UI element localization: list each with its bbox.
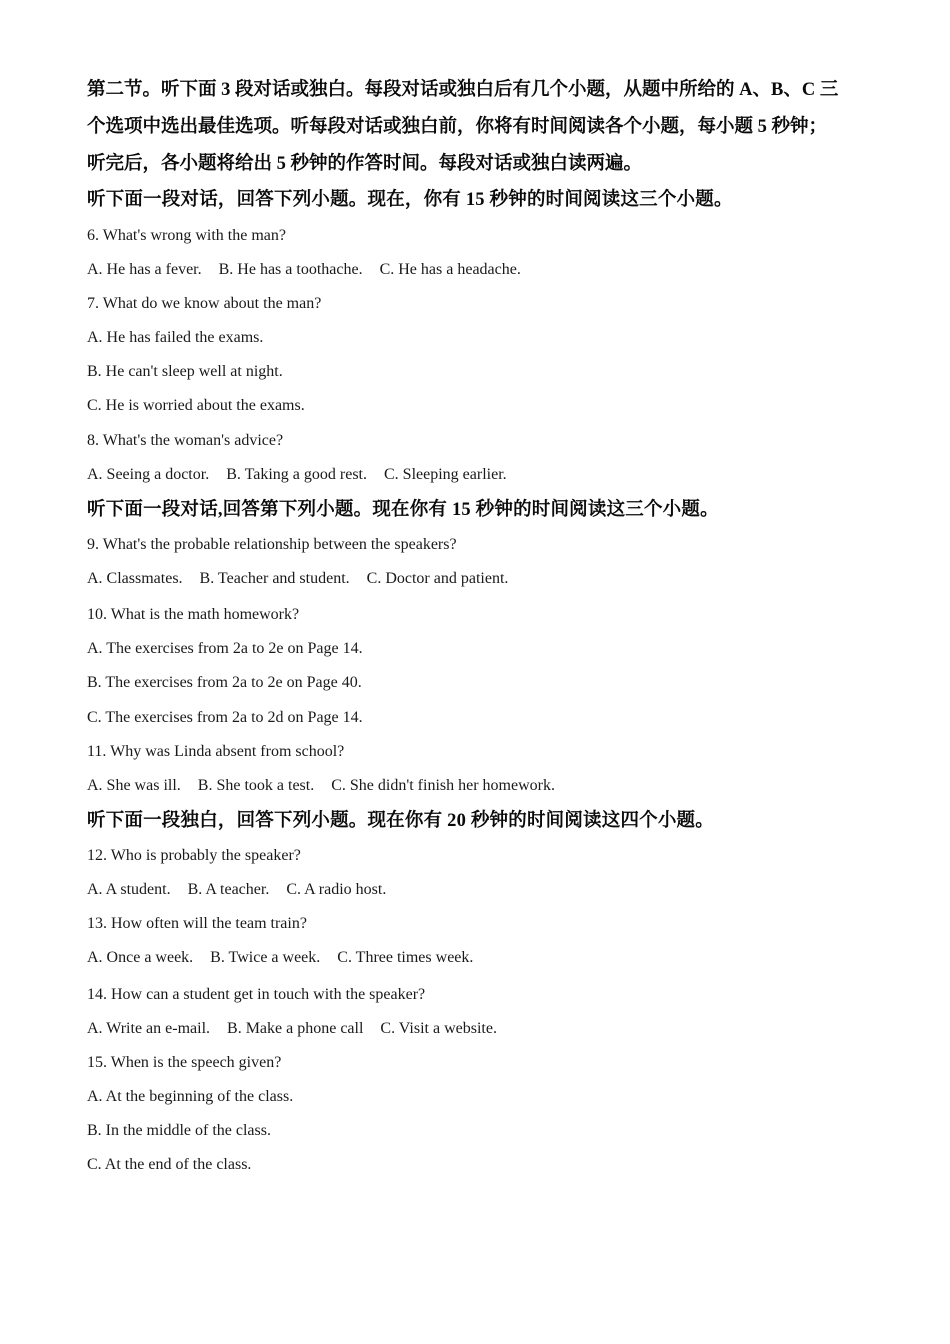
question-8-options (87, 467, 507, 483)
question-7-option-b: B. He can't sleep well at night. (87, 363, 283, 380)
question-9-option-b: B. Teacher and student. (199, 570, 350, 587)
question-11-option-a: A. She was ill. (87, 777, 181, 794)
question-13-option-b: B. Twice a week. (210, 949, 321, 966)
question-12-option-c: C. A radio host. (286, 881, 387, 898)
question-15-option-c: C. At the end of the class. (87, 1156, 252, 1173)
question-12-option-b: B. A teacher. (187, 881, 270, 898)
section-intro-line-3: 听完后，各小题将给出 5 秒钟的作答时间。每段对话或独白读两遍。 (87, 154, 643, 174)
question-14-option-a: A. Write an e-mail. (87, 1020, 211, 1037)
question-13-option-a: A. Once a week. (87, 949, 194, 966)
question-7-option-a: A. He has failed the exams. (87, 329, 264, 346)
question-15: 15. When is the speech given? (87, 1054, 282, 1071)
section-intro-line-2: 个选项中选出最佳选项。听每段对话或独白前，你将有时间阅读各个小题，每小题 5 秒钟； (87, 117, 828, 137)
group-2-instruction: 听下面一段对话,回答第下列小题。现在你有 15 秒钟的时间阅读这三个小题。 (87, 500, 719, 520)
question-11: 11. Why was Linda absent from school? (87, 743, 345, 760)
question-15-option-a: A. At the beginning of the class. (87, 1088, 294, 1105)
question-11-option-b: B. She took a test. (197, 777, 315, 794)
question-12-option-a: A. A student. (87, 881, 171, 898)
question-6-option-c: C. He has a headache. (379, 261, 521, 278)
question-8-option-b: B. Taking a good rest. (226, 466, 367, 483)
question-9-options (87, 571, 508, 587)
question-6: 6. What's wrong with the man? (87, 227, 286, 244)
question-15-option-b: B. In the middle of the class. (87, 1122, 271, 1139)
question-13: 13. How often will the team train? (87, 915, 307, 932)
question-8-option-a: A. Seeing a doctor. (87, 466, 210, 483)
group-1-instruction: 听下面一段对话，回答下列小题。现在，你有 15 秒钟的时间阅读这三个小题。 (87, 190, 733, 210)
question-9: 9. What's the probable relationship between the speakers? (87, 536, 457, 553)
question-11-option-c: C. She didn't finish her homework. (331, 777, 555, 794)
question-14-options (87, 1021, 497, 1037)
question-12: 12. Who is probably the speaker? (87, 847, 301, 864)
question-14-option-c: C. Visit a website. (380, 1020, 497, 1037)
question-6-option-b: B. He has a toothache. (218, 261, 363, 278)
question-6-option-a: A. He has a fever. (87, 261, 202, 278)
question-11-options (87, 778, 555, 794)
question-7: 7. What do we know about the man? (87, 295, 322, 312)
question-9-option-a: A. Classmates. (87, 570, 183, 587)
question-10-option-a: A. The exercises from 2a to 2e on Page 14. (87, 640, 363, 657)
question-14-option-b: B. Make a phone call (227, 1020, 364, 1037)
question-10-option-b: B. The exercises from 2a to 2e on Page 40. (87, 674, 362, 691)
question-7-option-c: C. He is worried about the exams. (87, 397, 305, 414)
question-14: 14. How can a student get in touch with the speaker? (87, 986, 426, 1003)
question-13-option-c: C. Three times week. (337, 949, 474, 966)
question-10: 10. What is the math homework? (87, 606, 300, 623)
section-intro-line-1: 第二节。听下面 3 段对话或独白。每段对话或独白后有几个小题，从题中所给的 A、B、C 三 (87, 80, 839, 100)
question-10-option-c: C. The exercises from 2a to 2d on Page 14. (87, 709, 363, 726)
question-8-option-c: C. Sleeping earlier. (384, 466, 507, 483)
group-3-instruction: 听下面一段独白，回答下列小题。现在你有 20 秒钟的时间阅读这四个小题。 (87, 811, 714, 831)
question-6-options (87, 262, 521, 278)
question-8: 8. What's the woman's advice? (87, 432, 284, 449)
question-9-option-c: C. Doctor and patient. (366, 570, 509, 587)
question-12-options (87, 882, 386, 898)
question-13-options (87, 950, 473, 966)
